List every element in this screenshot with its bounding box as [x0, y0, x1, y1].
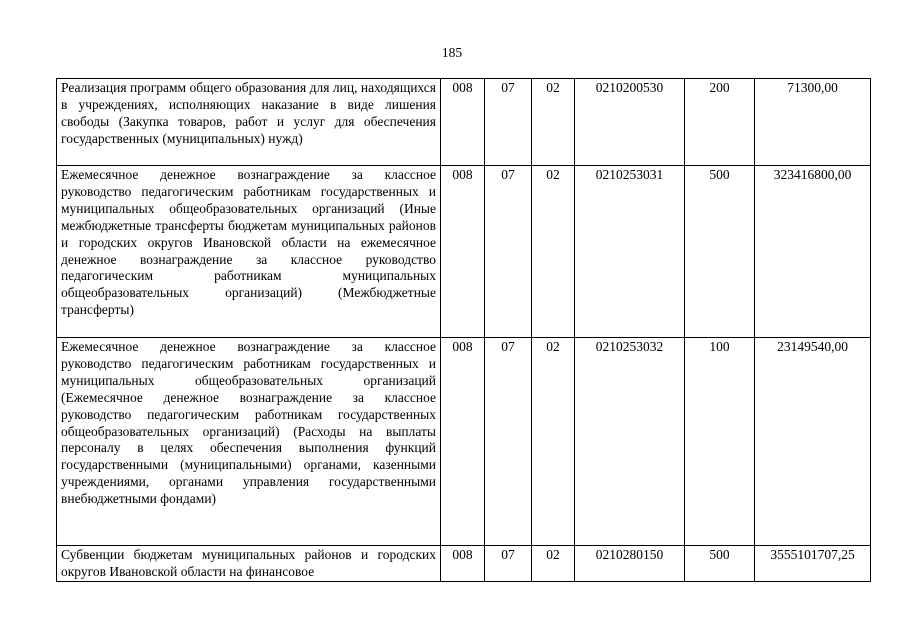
section-code: 07 — [485, 79, 532, 166]
section-code: 07 — [485, 338, 532, 546]
table-row — [57, 79, 871, 166]
row-description: Реализация программ общего образования для лиц, находящихся в учреждениях, исполняющих наказание в виде лишения свободы (Закупка товаров, работ и услуг для обеспечения государственных (муниципальных) нужд) — [57, 79, 441, 166]
table-row — [57, 338, 871, 546]
row-description: Ежемесячное денежное вознаграждение за классное руководство педагогическим работникам государственных и муниципальных общеобразовательных организаций (Ежемесячное денежное вознаграждение за классное руководство педагогическим работникам государственных общеобразовательных организаций) (Расходы на выплаты персоналу в целях обеспечения выполнения функций государственными (муниципальными) органами, казенными учреждениями, органами управления государственными внебюджетными фондами) — [57, 338, 441, 546]
target-article-code: 0210200530 — [575, 79, 685, 166]
ministry-code: 008 — [441, 338, 485, 546]
expense-type-code: 200 — [685, 79, 755, 166]
expense-type-code: 100 — [685, 338, 755, 546]
budget-table — [56, 78, 871, 582]
subsection-code: 02 — [532, 79, 575, 166]
target-article-code: 0210253032 — [575, 338, 685, 546]
table-row — [57, 166, 871, 338]
amount-value: 3555101707,25 — [755, 546, 871, 582]
ministry-code: 008 — [441, 166, 485, 338]
subsection-code: 02 — [532, 546, 575, 582]
table-row — [57, 546, 871, 582]
target-article-code: 0210253031 — [575, 166, 685, 338]
row-description: Ежемесячное денежное вознаграждение за классное руководство педагогическим работникам государственных и муниципальных общеобразовательных организаций (Иные межбюджетные трансферты бюджетам муниципальных районов и городских округов Ивановской области на ежемесячное денежное вознаграждение за классное руководство педагогическим работникам муниципальных общеобразовательных организаций) (Межбюджетные трансферты) — [57, 166, 441, 338]
amount-value: 71300,00 — [755, 79, 871, 166]
row-description: Субвенции бюджетам муниципальных районов и городских округов Ивановской области на финансовое — [57, 546, 441, 582]
expense-type-code: 500 — [685, 166, 755, 338]
target-article-code: 0210280150 — [575, 546, 685, 582]
amount-value: 23149540,00 — [755, 338, 871, 546]
subsection-code: 02 — [532, 338, 575, 546]
amount-value: 323416800,00 — [755, 166, 871, 338]
section-code: 07 — [485, 546, 532, 582]
ministry-code: 008 — [441, 546, 485, 582]
section-code: 07 — [485, 166, 532, 338]
page-number: 185 — [441, 45, 463, 60]
expense-type-code: 500 — [685, 546, 755, 582]
ministry-code: 008 — [441, 79, 485, 166]
subsection-code: 02 — [532, 166, 575, 338]
